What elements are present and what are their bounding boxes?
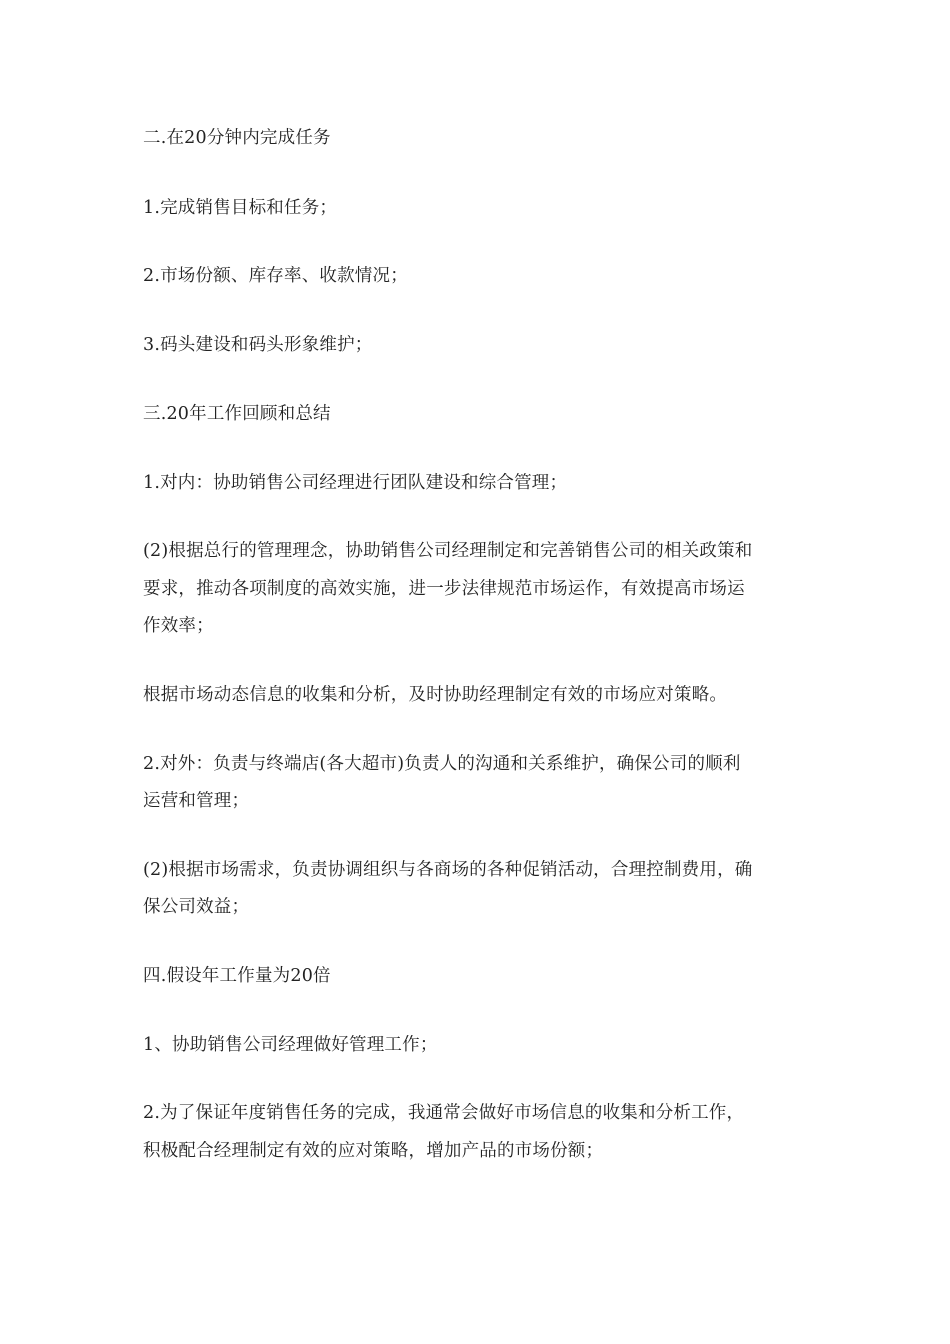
paragraph-line: 保公司效益； bbox=[143, 897, 250, 917]
paragraph-line: (2)根据总行的管理理念，协助销售公司经理制定和完善销售公司的相关政策和 bbox=[143, 541, 753, 561]
list-item: 1.对内：协助销售公司经理进行团队建设和综合管理； bbox=[143, 473, 568, 493]
section-heading: 二.在20分钟内完成任务 bbox=[143, 128, 331, 148]
section-heading: 三.20年工作回顾和总结 bbox=[143, 404, 331, 424]
paragraph-line: 2.对外：负责与终端店(各大超市)负责人的沟通和关系维护，确保公司的顺利 bbox=[143, 754, 741, 774]
paragraph-line: 根据市场动态信息的收集和分析，及时协助经理制定有效的市场应对策略。 bbox=[143, 685, 728, 705]
paragraph-line: (2)根据市场需求，负责协调组织与各商场的各种促销活动，合理控制费用，确 bbox=[143, 860, 753, 880]
paragraph-line: 要求，推动各项制度的高效实施，进一步法律规范市场运作，有效提高市场运 bbox=[143, 579, 745, 599]
list-item: 1、协助销售公司经理做好管理工作； bbox=[143, 1035, 438, 1055]
paragraph-line: 运营和管理； bbox=[143, 791, 250, 811]
list-item: 2.市场份额、库存率、收款情况； bbox=[143, 266, 408, 286]
section-heading: 四.假设年工作量为20倍 bbox=[143, 966, 331, 986]
list-item: 3.码头建设和码头形象维护； bbox=[143, 335, 373, 355]
list-item: 1.完成销售目标和任务； bbox=[143, 198, 338, 218]
paragraph-line: 作效率； bbox=[143, 616, 214, 636]
paragraph-line: 积极配合经理制定有效的应对策略，增加产品的市场份额； bbox=[143, 1141, 604, 1161]
paragraph-line: 2.为了保证年度销售任务的完成，我通常会做好市场信息的收集和分析工作， bbox=[143, 1103, 745, 1123]
